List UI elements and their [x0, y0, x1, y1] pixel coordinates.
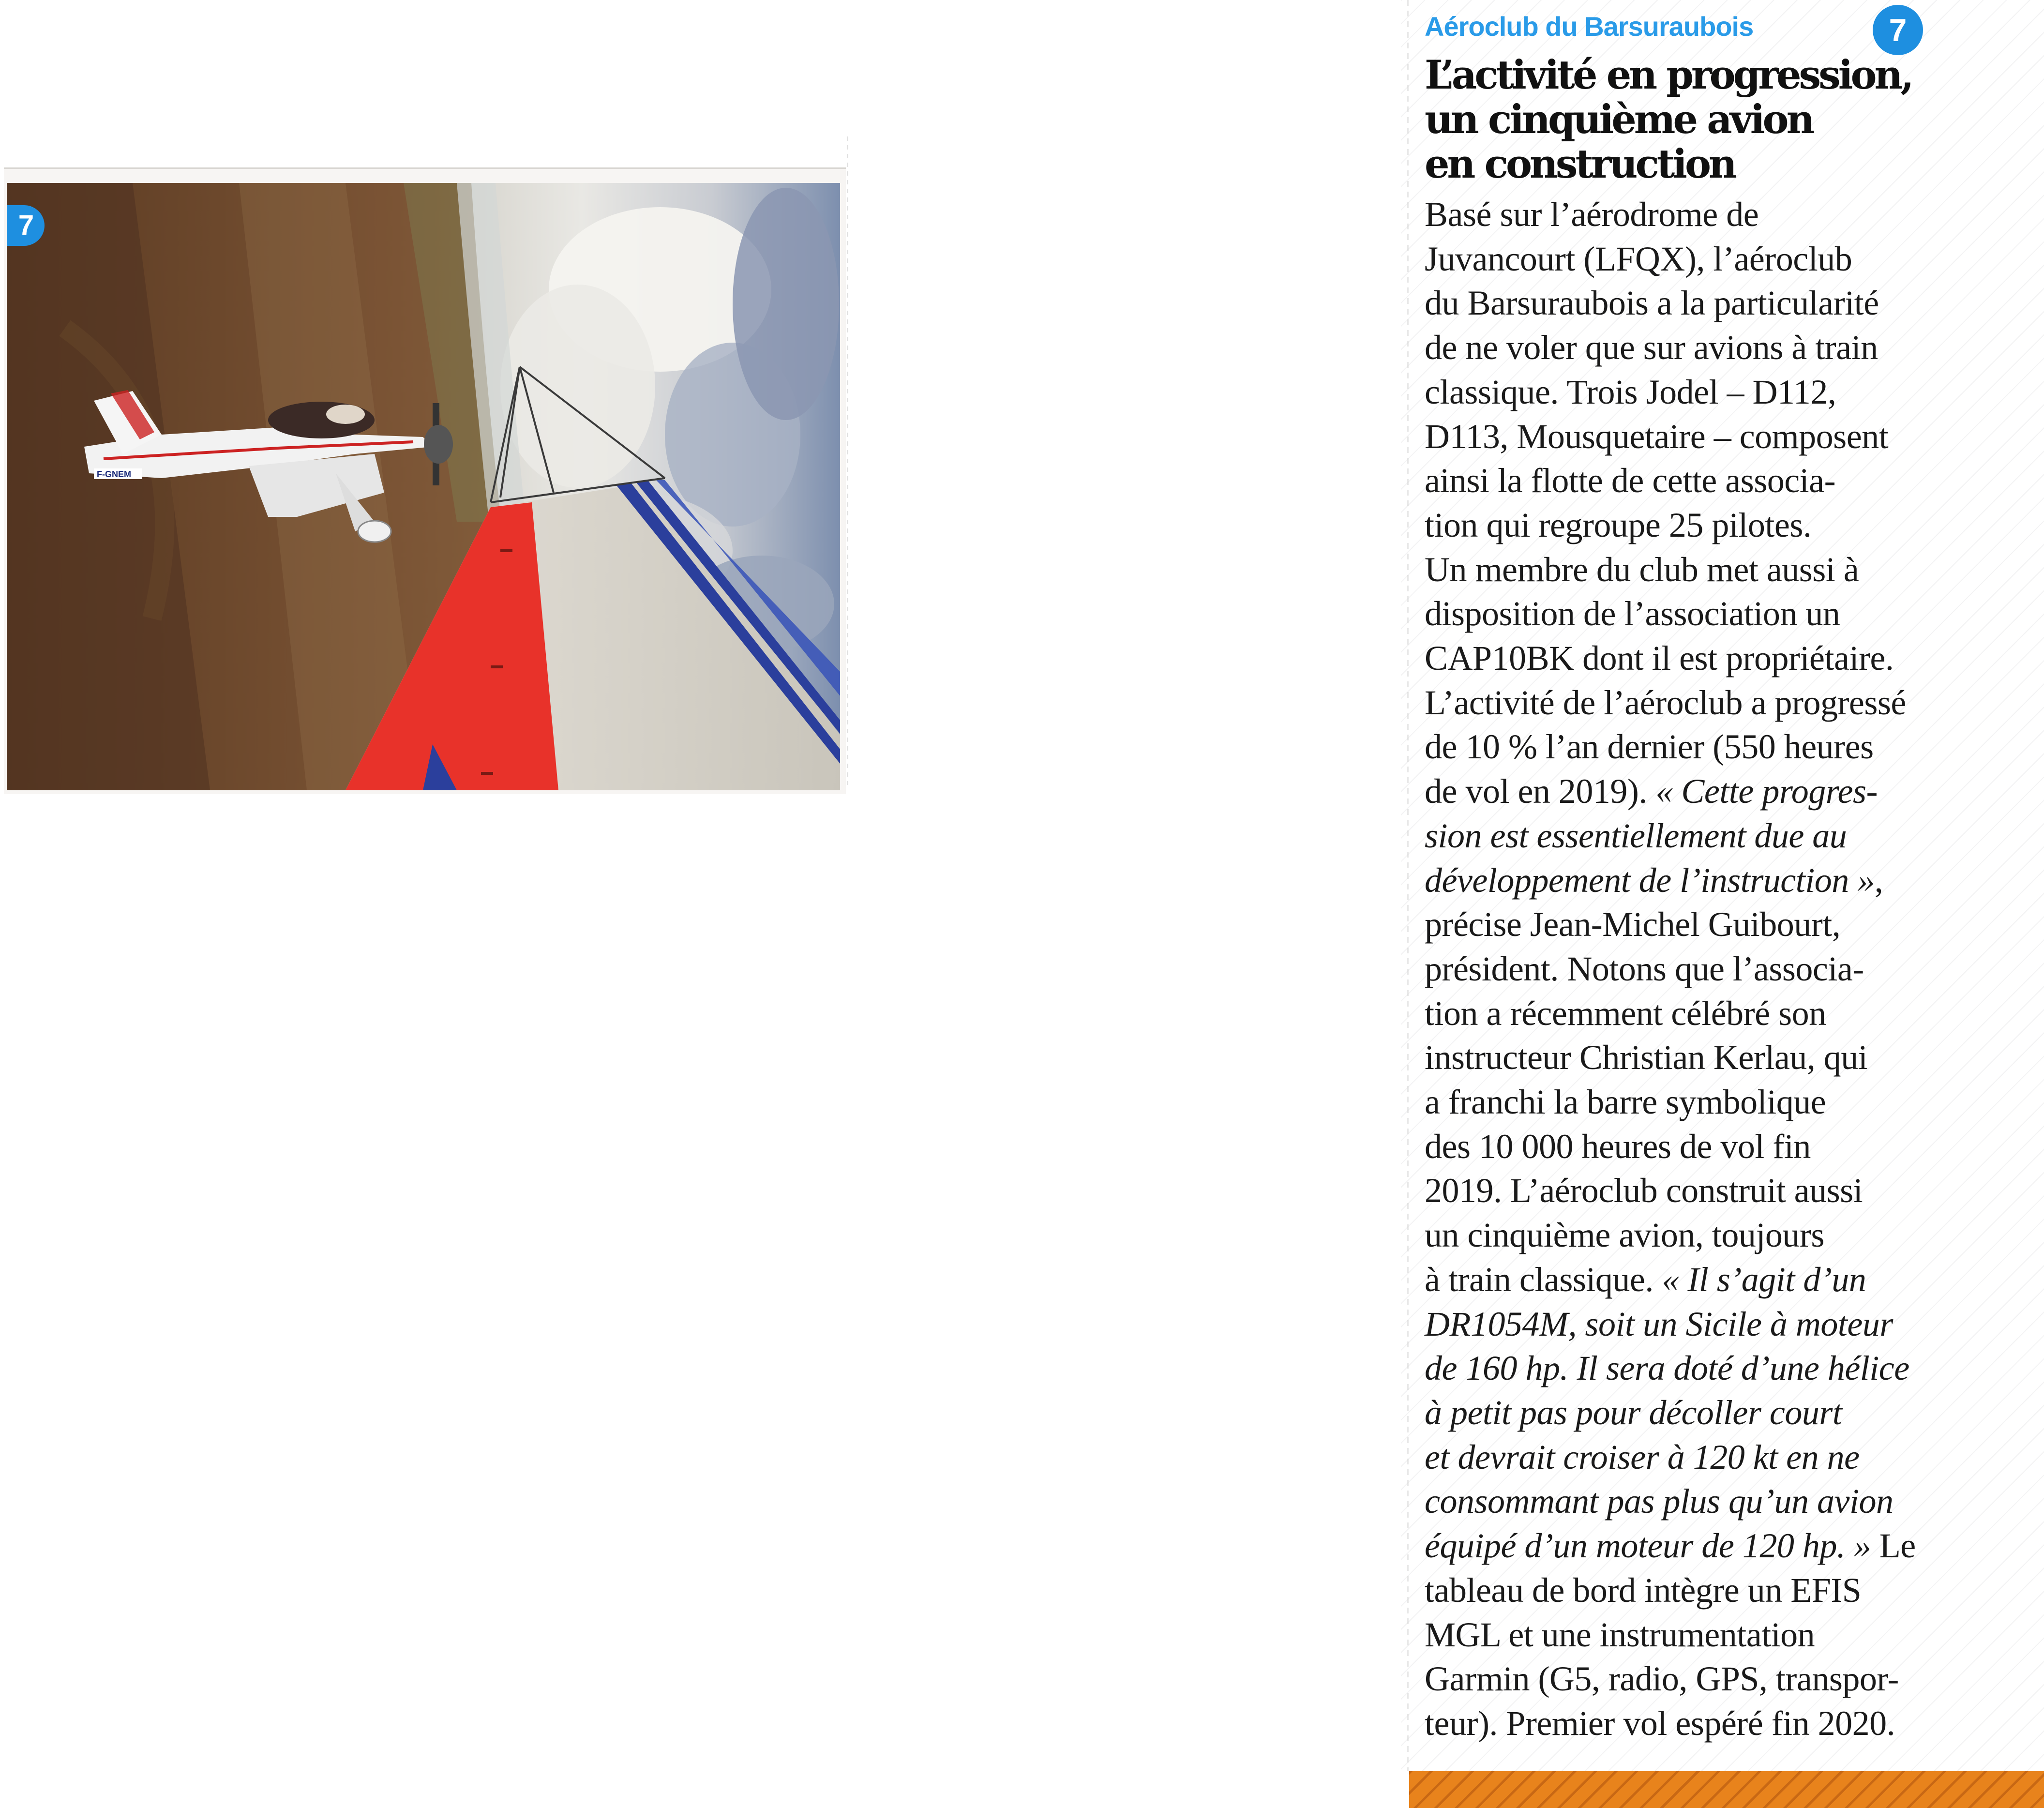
- body-line: [1425, 1036, 2039, 1080]
- body-line: [1425, 1657, 2039, 1702]
- body-line: [1425, 281, 2039, 326]
- body-line: [1425, 1080, 2039, 1125]
- body-text-segment: du Barsuraubois a la particularité: [1425, 284, 1879, 323]
- body-text-segment: des 10 000 heures de vol fin: [1425, 1127, 1811, 1166]
- body-line: [1425, 903, 2039, 947]
- body-line: [1425, 814, 2039, 859]
- body-line: [1425, 1702, 2039, 1746]
- quote-segment: sion est essentiellement due au: [1425, 816, 1847, 855]
- column-rule: [1407, 0, 1409, 1771]
- body-line: [1425, 459, 2039, 503]
- body-line: [1425, 947, 2039, 992]
- body-text-segment: Le: [1871, 1526, 1916, 1566]
- headline-line: en construction: [1425, 141, 1735, 187]
- body-text-segment: président. Notons que l’associa-: [1425, 949, 1864, 988]
- headline-line: un cinquième avion: [1425, 97, 1813, 143]
- body-text-segment: tion a récemment célébré son: [1425, 994, 1826, 1033]
- body-text-segment: tableau de bord intègre un EFIS: [1425, 1570, 1862, 1610]
- body-text-segment: ainsi la flotte de cette associa-: [1425, 461, 1836, 500]
- footer-stripe-band: [1409, 1771, 2044, 1808]
- section-number-badge: 7: [1873, 5, 1923, 55]
- body-text-segment: CAP10BK dont il est propriétaire.: [1425, 639, 1894, 678]
- body-text-segment: Garmin (G5, radio, GPS, transpor-: [1425, 1659, 1899, 1699]
- quote-segment: DR1054M, soit un Sicile à moteur: [1425, 1304, 1893, 1343]
- body-text-segment: 2019. L’aéroclub construit aussi: [1425, 1171, 1863, 1210]
- body-line: [1425, 1479, 2039, 1524]
- body-text-segment: de 10 % l’an dernier (550 heures: [1425, 727, 1874, 767]
- body-line: [1425, 1435, 2039, 1480]
- quote-segment: de 160 hp. Il sera doté d’une hélice: [1425, 1349, 1909, 1388]
- body-text-segment: précise Jean-Michel Guibourt,: [1425, 905, 1841, 944]
- body-line: [1425, 636, 2039, 681]
- body-text-segment: instructeur Christian Kerlau, qui: [1425, 1038, 1868, 1077]
- headline: [1425, 53, 2034, 187]
- body-line: [1425, 1391, 2039, 1435]
- quote-segment: à petit pas pour décoller court: [1425, 1393, 1842, 1432]
- body-line: [1425, 769, 2039, 814]
- quote-segment: développement de l’instruction »: [1425, 860, 1875, 900]
- body-line: [1425, 1524, 2039, 1568]
- body-text-segment: tion qui regroupe 25 pilotes.: [1425, 505, 1812, 544]
- body-line: [1425, 548, 2039, 592]
- body-text-segment: disposition de l’association un: [1425, 594, 1840, 633]
- quote-segment: équipé d’un moteur de 120 hp. »: [1425, 1526, 1871, 1566]
- quote-segment: consommant pas plus qu’un avion: [1425, 1482, 1894, 1521]
- article-body: [1425, 193, 2039, 1746]
- quote-segment: « Cette progres-: [1655, 772, 1878, 811]
- body-line: [1425, 859, 2039, 903]
- body-text-segment: de ne voler que sur avions à train: [1425, 328, 1878, 367]
- body-line: [1425, 326, 2039, 370]
- body-text-segment: a franchi la barre symbolique: [1425, 1083, 1826, 1122]
- body-line: [1425, 1258, 2039, 1302]
- body-line: [1425, 503, 2039, 548]
- body-text-segment: un cinquième avion, toujours: [1425, 1216, 1824, 1255]
- headline-line: L’activité en progression,: [1425, 52, 1912, 98]
- aerial-photo-illustration: [7, 183, 840, 790]
- body-text-segment: Juvancourt (LFQX), l’aéroclub: [1425, 239, 1852, 278]
- section-label: Aéroclub du Barsuraubois: [1425, 11, 1754, 42]
- photo-number-badge: 7: [7, 205, 45, 246]
- quote-segment: et devrait croiser à 120 kt en ne: [1425, 1437, 1860, 1477]
- body-line: [1425, 415, 2039, 459]
- body-line: [1425, 1613, 2039, 1657]
- body-line: [1425, 193, 2039, 237]
- article-photo: [7, 183, 840, 790]
- body-line: [1425, 370, 2039, 415]
- body-text-segment: Basé sur l’aérodrome de: [1425, 195, 1759, 234]
- body-line: [1425, 1302, 2039, 1347]
- body-text-segment: Un membre du club met aussi à: [1425, 550, 1859, 589]
- body-text-segment: classique. Trois Jodel – D112,: [1425, 372, 1836, 411]
- body-text-segment: L’activité de l’aéroclub a progressé: [1425, 683, 1906, 722]
- body-line: [1425, 992, 2039, 1036]
- body-text-segment: MGL et une instrumentation: [1425, 1615, 1815, 1654]
- body-line: [1425, 725, 2039, 769]
- body-text-segment: à train classique.: [1425, 1260, 1662, 1299]
- aircraft-registration: F-GNEM: [97, 469, 131, 479]
- body-text-segment: teur). Premier vol espéré fin 2020.: [1425, 1703, 1895, 1743]
- fold-mark: [847, 136, 848, 785]
- body-line: [1425, 237, 2039, 282]
- body-text-segment: ,: [1874, 860, 1883, 900]
- quote-segment: « Il s’agit d’un: [1662, 1260, 1866, 1299]
- body-line: [1425, 681, 2039, 725]
- body-line: [1425, 1169, 2039, 1213]
- body-line: [1425, 1346, 2039, 1391]
- body-line: [1425, 1125, 2039, 1169]
- body-text-segment: de vol en 2019).: [1425, 772, 1656, 811]
- body-line: [1425, 592, 2039, 636]
- body-text-segment: D113, Mousquetaire – composent: [1425, 417, 1889, 456]
- body-line: [1425, 1568, 2039, 1613]
- body-line: [1425, 1213, 2039, 1258]
